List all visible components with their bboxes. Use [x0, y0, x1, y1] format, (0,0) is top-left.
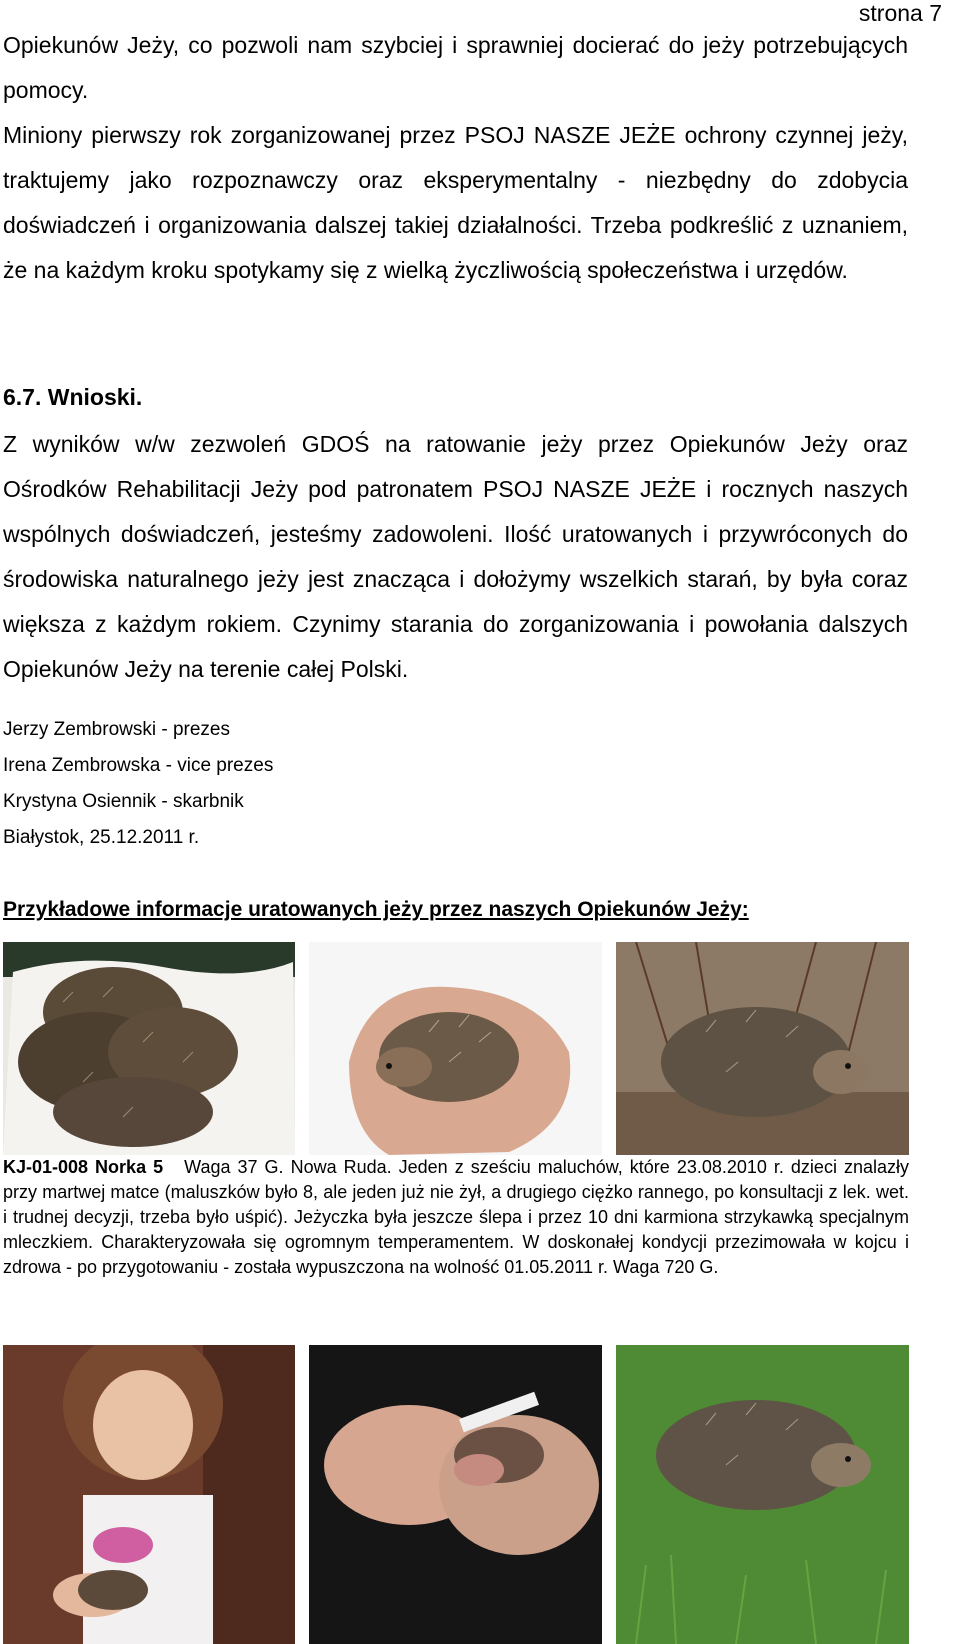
- girl-holding-hedgehog-photo: [3, 1345, 295, 1644]
- hedgehog-on-grass-photo: [616, 1345, 909, 1644]
- signature-line: Krystyna Osiennik - skarbnik: [3, 791, 244, 812]
- case-1-text: Waga 37 G. Nowa Ruda. Jeden z sześciu maluchów, które 23.08.2010 r. dzieci znalazły przy martwej matce (maluszków było 8, ale jeden już nie żył, a drugiego ciężko rannego, po konsultacji z lek. wet. i trudnej decyzji, trzeba było uśpić). Jeżyczka była jeszcze ślepa i przez 10 dni karmiona strzykawką specjalnym mleczkiem. Charakteryzowała się ogromnym temperamentem. W doskonałej kondycji przezimowała w kojcu i zdrowa - po przygotowaniu - została wypuszczona na wolność 01.05.2011 r. Waga 720 G.: [3, 1157, 909, 1277]
- signature-line: Irena Zembrowska - vice prezes: [3, 755, 274, 776]
- examples-heading: Przykładowe informacje uratowanych jeży przez naszych Opiekunów Jeży:: [3, 898, 749, 921]
- section-heading: 6.7. Wnioski.: [3, 384, 143, 410]
- page-number: strona 7: [858, 0, 942, 26]
- case-1-caption: [3, 1155, 909, 1280]
- intro-paragraph-1: Opiekunów Jeży, co pozwoli nam szybciej i sprawniej docierać do jeży potrzebujących pomocy.: [3, 32, 908, 103]
- hedgehogs-in-box-photo: [3, 942, 295, 1155]
- case-1-id: KJ-01-008 Norka 5: [3, 1157, 164, 1177]
- feeding-baby-hedgehog-photo: [309, 1345, 602, 1644]
- signature-block: [3, 712, 273, 856]
- hedgehog-outdoors-photo: [616, 942, 909, 1155]
- signature-date: Białystok, 25.12.2011 r.: [3, 827, 200, 848]
- section-body: Z wyników w/w zezwoleń GDOŚ na ratowanie jeży przez Opiekunów Jeży oraz Ośrodków Rehabilitacji Jeży pod patronatem PSOJ NASZE JEŻE i rocznych naszych wspólnych doświadczeń, jesteśmy zadowoleni. Ilość uratowanych i przywróconych do środowiska naturalnego jeży jest znacząca i dołożymy wszelkich starań, by była coraz większa z każdym rokiem. Czynimy starania do zorganizowania i powołania dalszych Opiekunów Jeży na terenie całej Polski.: [3, 431, 908, 682]
- signature-line: Jerzy Zembrowski - prezes: [3, 719, 230, 740]
- intro-paragraph-2: Miniony pierwszy rok zorganizowanej przez PSOJ NASZE JEŻE ochrony czynnej jeży, traktujemy jako rozpoznawczy oraz eksperymentalny - niezbędny do zdobycia doświadczeń i organizowania dalszej takiej działalności. Trzeba podkreślić z uznaniem, że na każdym kroku spotykamy się z wielką życzliwością społeczeństwa i urzędów.: [3, 122, 908, 283]
- hedgehog-in-hand-photo: [309, 942, 602, 1155]
